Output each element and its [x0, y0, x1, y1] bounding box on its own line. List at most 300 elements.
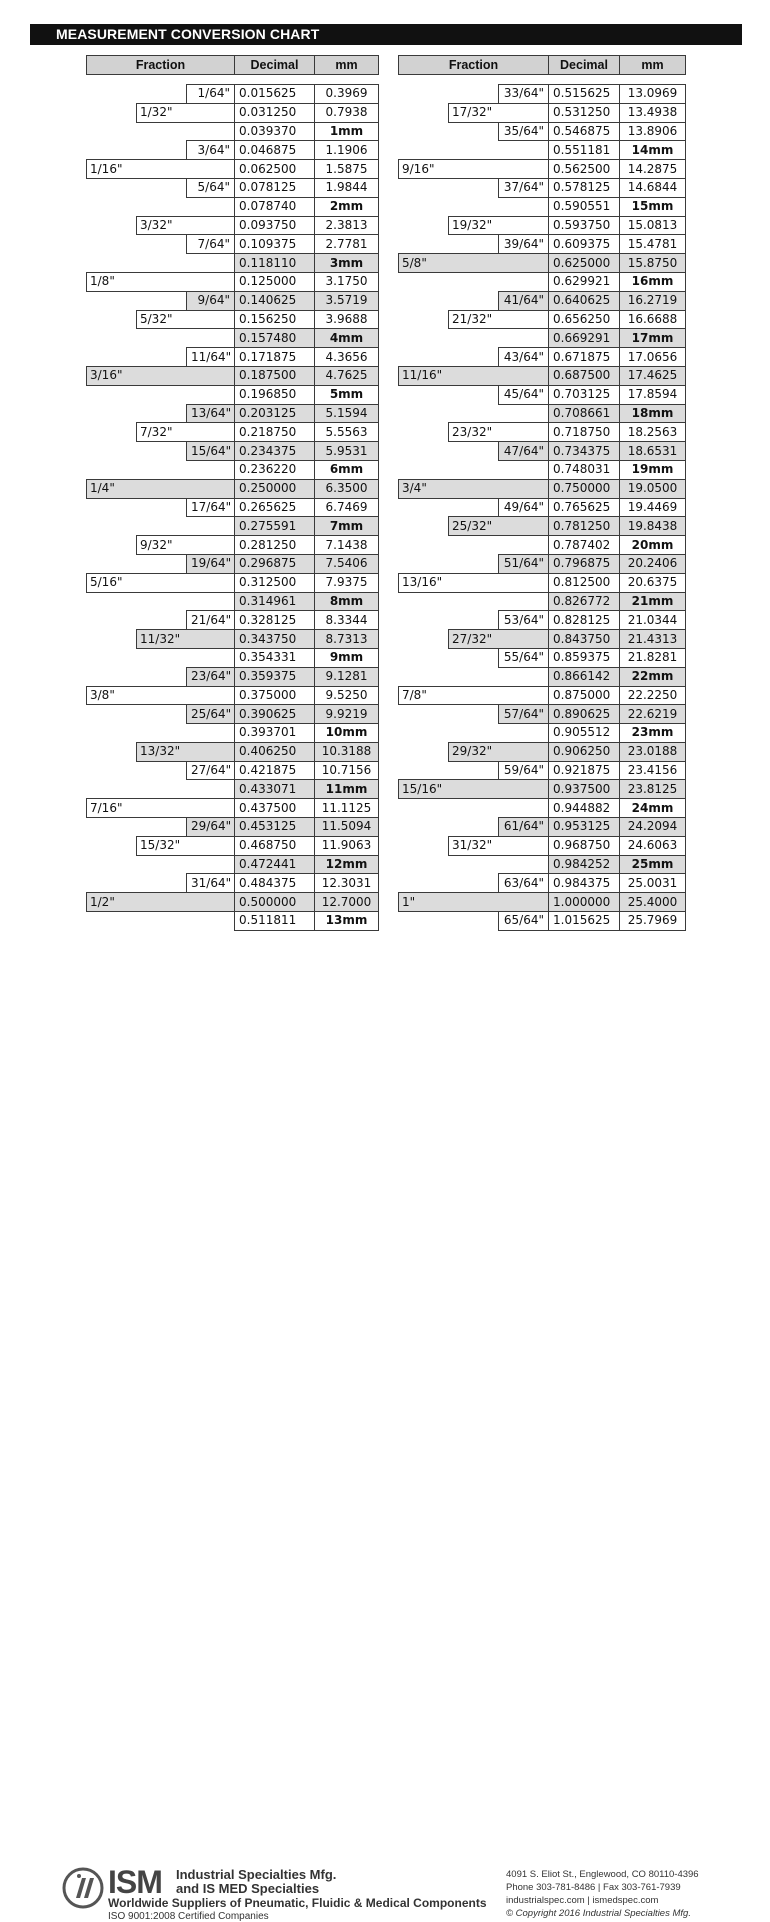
fraction-cell: 59/64" [499, 761, 549, 780]
fraction-cell: 57/64" [499, 705, 549, 724]
header-mm: mm [315, 56, 379, 75]
mm-cell: 2mm [315, 197, 379, 216]
decimal-cell: 0.359375 [235, 667, 315, 686]
mm-cell: 13.0969 [620, 85, 686, 104]
table-row [399, 536, 686, 555]
table-row [399, 479, 686, 498]
decimal-cell: 0.453125 [235, 818, 315, 837]
table-row [399, 855, 686, 874]
mm-cell: 23.4156 [620, 761, 686, 780]
decimal-cell: 0.984375 [549, 874, 620, 893]
decimal-cell: 0.354331 [235, 648, 315, 667]
fraction-cell: 47/64" [499, 442, 549, 461]
mm-cell: 18mm [620, 404, 686, 423]
table-row [87, 442, 379, 461]
mm-cell: 22.2250 [620, 686, 686, 705]
fraction-cell: 7/64" [187, 235, 235, 254]
fraction-empty [87, 385, 235, 404]
decimal-cell: 0.375000 [235, 686, 315, 705]
table-row [87, 536, 379, 555]
decimal-cell: 0.472441 [235, 855, 315, 874]
fraction-empty [399, 460, 549, 479]
mm-cell: 20.6375 [620, 573, 686, 592]
fraction-cell: 19/32" [449, 216, 549, 235]
table-row [87, 385, 379, 404]
fraction-cell: 35/64" [499, 122, 549, 141]
conversion-table-right [398, 55, 686, 931]
table-row [87, 912, 379, 931]
mm-cell: 12.7000 [315, 893, 379, 912]
table-row [399, 404, 686, 423]
fraction-cell: 13/16" [399, 573, 549, 592]
fraction-cell: 3/16" [87, 366, 235, 385]
fraction-cell: 31/32" [449, 836, 549, 855]
address: 4091 S. Eliot St., Englewood, CO 80110-4396 [506, 1869, 699, 1880]
decimal-cell: 0.593750 [549, 216, 620, 235]
fraction-empty [87, 780, 235, 799]
fraction-cell: 63/64" [499, 874, 549, 893]
mm-cell: 21.8281 [620, 648, 686, 667]
decimal-cell: 0.265625 [235, 498, 315, 517]
decimal-cell: 0.203125 [235, 404, 315, 423]
decimal-cell: 0.629921 [549, 272, 620, 291]
table-row [87, 818, 379, 837]
table-row [399, 498, 686, 517]
decimal-cell: 0.218750 [235, 423, 315, 442]
decimal-cell: 0.433071 [235, 780, 315, 799]
header-decimal: Decimal [235, 56, 315, 75]
table-row [399, 291, 686, 310]
decimal-cell: 0.314961 [235, 592, 315, 611]
table-row [87, 761, 379, 780]
table-row [87, 291, 379, 310]
table-row [399, 442, 686, 461]
table-row [399, 235, 686, 254]
table-row [87, 103, 379, 122]
decimal-cell: 0.750000 [549, 479, 620, 498]
table-row [399, 85, 686, 104]
decimal-cell: 0.708661 [549, 404, 620, 423]
decimal-cell: 0.953125 [549, 818, 620, 837]
mm-cell: 3.9688 [315, 310, 379, 329]
mm-cell: 19.4469 [620, 498, 686, 517]
decimal-cell: 1.000000 [549, 893, 620, 912]
fraction-empty [399, 667, 549, 686]
table-row [87, 216, 379, 235]
decimal-cell: 0.078740 [235, 197, 315, 216]
table-row [399, 667, 686, 686]
mm-cell: 16.2719 [620, 291, 686, 310]
mm-cell: 8mm [315, 592, 379, 611]
fraction-cell: 3/4" [399, 479, 549, 498]
mm-cell: 11.5094 [315, 818, 379, 837]
decimal-cell: 0.671875 [549, 348, 620, 367]
decimal-cell: 0.640625 [549, 291, 620, 310]
fraction-cell: 17/64" [187, 498, 235, 517]
fraction-cell: 65/64" [499, 912, 549, 931]
mm-cell: 7.1438 [315, 536, 379, 555]
fraction-empty [399, 536, 549, 555]
mm-cell: 18.6531 [620, 442, 686, 461]
table-row [399, 818, 686, 837]
decimal-cell: 0.312500 [235, 573, 315, 592]
decimal-cell: 0.921875 [549, 761, 620, 780]
table-row [399, 893, 686, 912]
table-row [399, 122, 686, 141]
header-row [399, 56, 686, 75]
decimal-cell: 0.157480 [235, 329, 315, 348]
table-row [399, 103, 686, 122]
fraction-cell: 43/64" [499, 348, 549, 367]
mm-cell: 5.5563 [315, 423, 379, 442]
fraction-cell: 5/8" [399, 254, 549, 273]
fraction-cell: 1/8" [87, 272, 235, 291]
table-row [399, 460, 686, 479]
mm-cell: 8.7313 [315, 630, 379, 649]
fraction-empty [87, 254, 235, 273]
mm-cell: 13mm [315, 912, 379, 931]
table-row [399, 648, 686, 667]
table-row [87, 724, 379, 743]
fraction-cell: 1/2" [87, 893, 235, 912]
decimal-cell: 0.531250 [549, 103, 620, 122]
decimal-cell: 0.984252 [549, 855, 620, 874]
table-row [399, 573, 686, 592]
table-row [87, 160, 379, 179]
ism-logo-icon [62, 1867, 104, 1909]
decimal-cell: 0.781250 [549, 517, 620, 536]
fraction-empty [87, 855, 235, 874]
decimal-cell: 0.826772 [549, 592, 620, 611]
mm-cell: 19.0500 [620, 479, 686, 498]
table-row [399, 254, 686, 273]
fraction-cell: 31/64" [187, 874, 235, 893]
table-row [87, 611, 379, 630]
header-decimal: Decimal [549, 56, 620, 75]
fraction-cell: 49/64" [499, 498, 549, 517]
fraction-cell: 17/32" [449, 103, 549, 122]
fraction-cell: 7/8" [399, 686, 549, 705]
fraction-cell: 11/16" [399, 366, 549, 385]
mm-cell: 0.7938 [315, 103, 379, 122]
mm-cell: 3.1750 [315, 272, 379, 291]
table-row [87, 122, 379, 141]
table-row [399, 874, 686, 893]
table-row [399, 517, 686, 536]
table-row [87, 310, 379, 329]
fraction-cell: 7/32" [137, 423, 235, 442]
fraction-empty [87, 329, 235, 348]
decimal-cell: 0.109375 [235, 235, 315, 254]
brand-name: ISM [108, 1864, 162, 1900]
decimal-cell: 0.828125 [549, 611, 620, 630]
table-row [399, 197, 686, 216]
table-row [87, 686, 379, 705]
mm-cell: 13.4938 [620, 103, 686, 122]
mm-cell: 19mm [620, 460, 686, 479]
decimal-cell: 0.944882 [549, 799, 620, 818]
table-row [87, 705, 379, 724]
fraction-cell: 3/32" [137, 216, 235, 235]
table-row [87, 742, 379, 761]
decimal-cell: 0.118110 [235, 254, 315, 273]
decimal-cell: 0.390625 [235, 705, 315, 724]
table-row [399, 216, 686, 235]
decimal-cell: 0.343750 [235, 630, 315, 649]
mm-cell: 23mm [620, 724, 686, 743]
table-row [399, 761, 686, 780]
fraction-empty [87, 460, 235, 479]
mm-cell: 17.8594 [620, 385, 686, 404]
mm-cell: 4.3656 [315, 348, 379, 367]
table-row [399, 799, 686, 818]
mm-cell: 14.2875 [620, 160, 686, 179]
table-row [87, 592, 379, 611]
fraction-cell: 1" [399, 893, 549, 912]
mm-cell: 20mm [620, 536, 686, 555]
fraction-empty [399, 404, 549, 423]
fraction-empty [87, 912, 235, 931]
table-row [87, 630, 379, 649]
fraction-cell: 39/64" [499, 235, 549, 254]
mm-cell: 9.1281 [315, 667, 379, 686]
mm-cell: 15.4781 [620, 235, 686, 254]
table-row [399, 724, 686, 743]
table-row [87, 366, 379, 385]
mm-cell: 6.3500 [315, 479, 379, 498]
table-row [87, 799, 379, 818]
table-row [87, 235, 379, 254]
mm-cell: 20.2406 [620, 554, 686, 573]
table-row [87, 893, 379, 912]
mm-cell: 7.9375 [315, 573, 379, 592]
decimal-cell: 0.515625 [549, 85, 620, 104]
mm-cell: 15mm [620, 197, 686, 216]
fraction-cell: 9/16" [399, 160, 549, 179]
decimal-cell: 0.578125 [549, 178, 620, 197]
fraction-cell: 45/64" [499, 385, 549, 404]
fraction-cell: 61/64" [499, 818, 549, 837]
decimal-cell: 0.437500 [235, 799, 315, 818]
table-row [399, 836, 686, 855]
mm-cell: 6.7469 [315, 498, 379, 517]
mm-cell: 7mm [315, 517, 379, 536]
table-row [399, 423, 686, 442]
table-row [399, 272, 686, 291]
decimal-cell: 0.669291 [549, 329, 620, 348]
fraction-cell: 15/64" [187, 442, 235, 461]
decimal-cell: 0.250000 [235, 479, 315, 498]
mm-cell: 13.8906 [620, 122, 686, 141]
decimal-cell: 0.609375 [549, 235, 620, 254]
table-row [87, 517, 379, 536]
mm-cell: 23.0188 [620, 742, 686, 761]
fraction-cell: 21/64" [187, 611, 235, 630]
mm-cell: 18.2563 [620, 423, 686, 442]
fraction-empty [399, 141, 549, 160]
table-row [399, 348, 686, 367]
table-row [87, 479, 379, 498]
mm-cell: 1.9844 [315, 178, 379, 197]
mm-cell: 2.7781 [315, 235, 379, 254]
fraction-empty [399, 329, 549, 348]
fraction-cell: 5/16" [87, 573, 235, 592]
decimal-cell: 0.236220 [235, 460, 315, 479]
table-row [399, 611, 686, 630]
mm-cell: 5mm [315, 385, 379, 404]
table-row [87, 573, 379, 592]
mm-cell: 14mm [620, 141, 686, 160]
mm-cell: 7.5406 [315, 554, 379, 573]
decimal-cell: 0.296875 [235, 554, 315, 573]
website[interactable]: industrialspec.com | ismedspec.com [506, 1895, 659, 1906]
table-row [399, 385, 686, 404]
mm-cell: 24mm [620, 799, 686, 818]
fraction-empty [399, 855, 549, 874]
table-row [399, 160, 686, 179]
mm-cell: 19.8438 [620, 517, 686, 536]
mm-cell: 10mm [315, 724, 379, 743]
decimal-cell: 0.281250 [235, 536, 315, 555]
fraction-cell: 13/32" [137, 742, 235, 761]
mm-cell: 9.9219 [315, 705, 379, 724]
mm-cell: 22mm [620, 667, 686, 686]
fraction-empty [399, 592, 549, 611]
fraction-cell: 19/64" [187, 554, 235, 573]
fraction-cell: 51/64" [499, 554, 549, 573]
mm-cell: 11.9063 [315, 836, 379, 855]
mm-cell: 23.8125 [620, 780, 686, 799]
table-row [87, 648, 379, 667]
table-row [87, 178, 379, 197]
mm-cell: 3mm [315, 254, 379, 273]
fraction-cell: 25/32" [449, 517, 549, 536]
fraction-empty [87, 592, 235, 611]
mm-cell: 8.3344 [315, 611, 379, 630]
mm-cell: 5.9531 [315, 442, 379, 461]
table-row [87, 141, 379, 160]
decimal-cell: 0.031250 [235, 103, 315, 122]
mm-cell: 24.2094 [620, 818, 686, 837]
fraction-empty [399, 799, 549, 818]
decimal-cell: 0.015625 [235, 85, 315, 104]
table-row [399, 178, 686, 197]
table-row [87, 85, 379, 104]
fraction-cell: 27/64" [187, 761, 235, 780]
decimal-cell: 0.748031 [549, 460, 620, 479]
decimal-cell: 0.062500 [235, 160, 315, 179]
decimal-cell: 0.156250 [235, 310, 315, 329]
mm-cell: 3.5719 [315, 291, 379, 310]
fraction-cell: 15/32" [137, 836, 235, 855]
fraction-cell: 9/32" [137, 536, 235, 555]
footer [0, 930, 770, 1922]
company-line-1: Industrial Specialties Mfg. [176, 1867, 337, 1882]
fraction-cell: 11/32" [137, 630, 235, 649]
decimal-cell: 0.406250 [235, 742, 315, 761]
fraction-empty [87, 197, 235, 216]
fraction-cell: 29/32" [449, 742, 549, 761]
mm-cell: 0.3969 [315, 85, 379, 104]
fraction-empty [87, 122, 235, 141]
mm-cell: 17.4625 [620, 366, 686, 385]
decimal-cell: 0.500000 [235, 893, 315, 912]
mm-cell: 9.5250 [315, 686, 379, 705]
mm-cell: 2.3813 [315, 216, 379, 235]
mm-cell: 5.1594 [315, 404, 379, 423]
table-row [399, 310, 686, 329]
fraction-cell: 1/64" [187, 85, 235, 104]
mm-cell: 21.0344 [620, 611, 686, 630]
mm-cell: 4.7625 [315, 366, 379, 385]
fraction-empty [87, 724, 235, 743]
decimal-cell: 0.687500 [549, 366, 620, 385]
decimal-cell: 1.015625 [549, 912, 620, 931]
mm-cell: 17.0656 [620, 348, 686, 367]
fraction-cell: 9/64" [187, 291, 235, 310]
fraction-cell: 3/8" [87, 686, 235, 705]
table-row [87, 404, 379, 423]
fraction-cell: 53/64" [499, 611, 549, 630]
decimal-cell: 0.546875 [549, 122, 620, 141]
table-row [399, 780, 686, 799]
mm-cell: 21mm [620, 592, 686, 611]
copyright: © Copyright 2016 Industrial Specialties Mfg. [506, 1908, 691, 1919]
mm-cell: 16.6688 [620, 310, 686, 329]
iso-certification: ISO 9001:2008 Certified Companies [108, 1911, 269, 1922]
decimal-cell: 0.812500 [549, 573, 620, 592]
fraction-cell: 3/64" [187, 141, 235, 160]
fraction-cell: 15/16" [399, 780, 549, 799]
decimal-cell: 0.171875 [235, 348, 315, 367]
decimal-cell: 0.703125 [549, 385, 620, 404]
mm-cell: 15.0813 [620, 216, 686, 235]
decimal-cell: 0.968750 [549, 836, 620, 855]
decimal-cell: 0.078125 [235, 178, 315, 197]
table-row [87, 423, 379, 442]
fraction-cell: 7/16" [87, 799, 235, 818]
header-fraction: Fraction [87, 56, 235, 75]
fraction-cell: 25/64" [187, 705, 235, 724]
fraction-cell: 41/64" [499, 291, 549, 310]
decimal-cell: 0.656250 [549, 310, 620, 329]
decimal-cell: 0.551181 [549, 141, 620, 160]
mm-cell: 24.6063 [620, 836, 686, 855]
decimal-cell: 0.093750 [235, 216, 315, 235]
fraction-empty [87, 517, 235, 536]
fraction-cell: 55/64" [499, 648, 549, 667]
decimal-cell: 0.393701 [235, 724, 315, 743]
table-row [87, 667, 379, 686]
table-row [87, 874, 379, 893]
decimal-cell: 0.765625 [549, 498, 620, 517]
table-row [87, 498, 379, 517]
contact-info [506, 1868, 699, 1920]
mm-cell: 12.3031 [315, 874, 379, 893]
mm-cell: 10.3188 [315, 742, 379, 761]
table-row [87, 197, 379, 216]
mm-cell: 25mm [620, 855, 686, 874]
table-row [87, 855, 379, 874]
table-row [87, 836, 379, 855]
decimal-cell: 0.328125 [235, 611, 315, 630]
phone-fax: Phone 303-781-8486 | Fax 303-761-7939 [506, 1882, 681, 1893]
table-row [399, 141, 686, 160]
fraction-cell: 21/32" [449, 310, 549, 329]
decimal-cell: 0.718750 [549, 423, 620, 442]
decimal-cell: 0.796875 [549, 554, 620, 573]
table-row [87, 329, 379, 348]
